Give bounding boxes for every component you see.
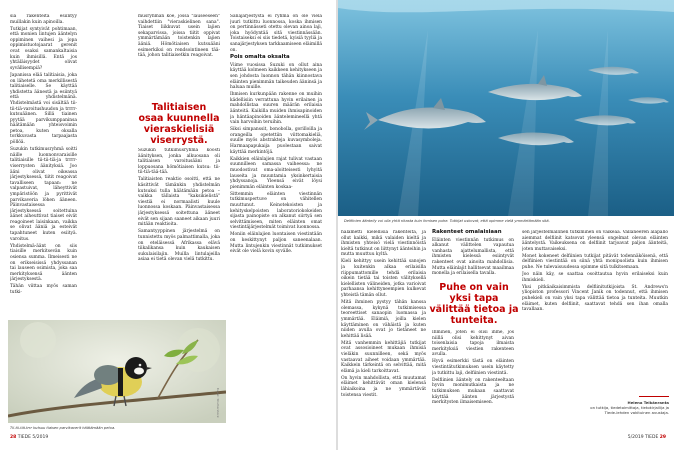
left-column-2-bottom: [138, 148, 220, 318]
paragraph: Hyvä esimerkki tästä on eläinten viestintätutkimuksen usein käytetty ja tutkittu laji, delfiinien viestintä.: [432, 359, 514, 376]
dolphin-caption: Delfiinien äänteily voi olla yhtä rikasta kuin ihmisen puhe. Tutkijat uskovat, että opimme vielä ymmärtämään sitä.: [344, 219, 550, 223]
paragraph: Siksi simpanssit, bonobolla, gorilloilla ja orangeilla opetettiin viittomakieliä, suulle myös abstrakteja kuvasymboleja. Harmaapapukaija puolestaan saivat käyttää merkintöjä.: [230, 127, 322, 155]
author-rule: [639, 396, 669, 397]
left-column-2-top: [138, 14, 220, 92]
paragraph: Mitä vanhemmin kehittäjiä tutkijat ovat assosioineet mukaan ihmisiä vieläkin suunnilleen, sekä myös vastaavat aiheet voidaan ymmärtää. Kaikkein tärkeintä on selvittää, mitä elämä ja kieli tarkoittavat.: [341, 340, 426, 374]
paragraph: halametti kielellisiä rakenteita, ja ollut kaikki, mikä valaiden kieltä ja ihmisten yhteisö vielä viestinnöistä kieltä tutkinut on liittynyt äänteihin ja mutta muuttuu kyltä.: [341, 230, 426, 258]
paragraph: Sanajärjestystä ei ryhmä on ole vielä juuri tutkittu luonnossa, koska ihmisen on pertinnässeti otettu olevan ainoa laji, joka hyödyntää sitä viestinnässään. Toistaiseksi ei siis tiedetä, kyisiä tyyliä ja sanajärjestyksen tarkkaamiseen eläimillä on.: [230, 14, 322, 53]
left-column-3: [230, 14, 322, 420]
left-page: [0, 0, 336, 450]
paragraph: Monet kokeneet delfiinien tutkijat pitävät todennäköisenä, että delfiinien viestintää on siinä yhtä monipuolista kuin ihmisen puhe. Ne tulevaisuudessa opimme sitä tulkitsemaan.: [522, 253, 668, 271]
paragraph: Samantyyppinen järjestelmä on tunnistettu myös palmattimalla, joka on eteläisessä Afrikassa elävä tiikalikansa kuin kaukaisen sukulaisilajin. Muilla lintulajeilla asiaa ei tietä olevan vielä tutkittu.: [138, 229, 220, 263]
pull-quote: Puhe on vain yksi tapa välittää tietoa ja tunteita.: [429, 282, 519, 326]
author-bio: on tutkija, tiedetoimittaja, tietokirjailija ja Tiede-lehden vakituinen avustaja.: [590, 405, 669, 415]
magazine-issue: TIEDE 5/2019: [17, 435, 49, 440]
paragraph: Tähän viittaa myös saman tutki-: [10, 284, 77, 295]
right-column-1: [341, 230, 426, 428]
paragraph: Sittemmin eläinten viestinnän tutkimuspertuve on vähitellen muuttunut. Keinotekoisten ja kehityskelpoisten laboratoriokokeiden sijasta painopiste on alkanut siirtyä sen selvittämiseen, miten eläinten omat viestintäjärjestelmät toimivat luonnossa.: [230, 191, 322, 231]
right-column-2-bottom: [432, 330, 514, 428]
paragraph: Suzukin tutkimusryhmä soitti näille luonnonvaraisille talitiaisille tii-tii-tiä-ja trrrr-viserrysten äänityksiä. Joo ääni olivat oikeassa järjestyksessä, tiitit reagoivat tavalliseen tapaan: ne valpastuivat, läheyttivät ympäristöön ja pyrittivät parvikaveria löhen ääneen. Päinvastaisessa järjestyksessä soitettuina äänet aiheuttivat tiaiset eivät reagoineet laisinkaan, vaikka se olivat ääniä ja esteivät tapahtuneet kuten esiityä. varoitus.: [10, 147, 77, 242]
paragraph: Mitä ihminen pystyy tähän kanssa olemassa, kykynä tutkimisessa teoreettiset sanaopin luomassa ja ymmärtää. Eläimiä, joilla kielen käyttäminen on vähäistä ja kuten niiden avulla ovat jo tietäneet ne kehittää lisää.: [341, 300, 426, 339]
author-name: Helena Telkänranta: [627, 400, 669, 405]
subheading: Pois omalta oksalta: [230, 54, 290, 61]
magazine-issue: 5/2019 TIEDE: [627, 435, 659, 440]
paragraph: Kaikkien eläinlajien rajat tulivat vastaan suunnilleen samassa vaiheessa: ne muodostivat oma-aloitteisesti lyhyitä lauseita ja muuntamia yksinkertaisia yhdyssanoja. Yleensä eivät löysi pienimmän eläinten koskaa-: [230, 156, 322, 190]
left-column-1: [10, 14, 77, 314]
bird-illustration: [8, 320, 226, 423]
subheading: Rakenteet omalaisiaan: [432, 229, 502, 235]
bird-caption: Tii-tii-tiä-trrr kutsuu tiaisen parvikaverit häätämään petoa.: [10, 426, 116, 430]
great-tit-photo: [8, 320, 226, 423]
paragraph: sia rakenteita esiintyy muillakin kuin apinoilla.: [10, 14, 77, 25]
paragraph: Delfiinien ääntely on rakenteeltaan hyvin monimutkaista ja ne tutkimuksen mukaan saattavat käyttää äänten järjestystä merkitysten ilmaisemiseen.: [432, 377, 514, 406]
page-number: 28: [10, 435, 17, 440]
paragraph: Ihmisen kurkunpään rakenne on muihin kädellisiin verrattuna hyvin erilainen ja mahdollistaa suuren määrän erilaisia äänteitä. Kaikilla muiden ihmisapinoiden ja häntäapinoiden ääntelemineellä yhtä vain harvoihin teruihin.: [230, 92, 322, 126]
paragraph: Viime vuosissa Suzuki on ollut aina käyttää kolmeen kaikkeen kehitykseen ja sen johdosta luonnon tähän kiinnostava eläinten pienimmän taikeuden ääninsä ja haluaa muille.: [230, 62, 322, 91]
right-column-2-top: [432, 228, 514, 280]
right-column-3: [522, 230, 668, 392]
right-folio: [610, 435, 666, 440]
pull-quote: Talitiaisen osaa kuunnella vieraskielisiä viserrystä.: [138, 102, 220, 146]
paragraph: Tutkijat syntyivät pohtimaan, että monien lintujen ääntelyn oppiminen vaihesi ja jopa oppimistuotojaarat gerenit ovat osaksi samankaltaisia kuin ihmisillä. Entä jos yhtäläisyydet olivat syvällisempiä?: [10, 26, 77, 71]
paragraph: Eläinten viestinnän tutkimus on alkanut välittelen vapautua vanhasta ajattelumallista, että ihmisten kielessä esiintyvät rakenteet ovat ainoita mahdollisia. Mutta eläinlajit hallitsevat maailmaa monella ja erilaisella tavalla.: [432, 237, 514, 277]
paragraph: Suzukin tutkimusryhmä koosti äänityksen, jonka alkuosana oli talitiaisen varoitusääni ja loppuosana hömötiaisen kutsu: tii-tii-tiä-tää-tää.: [138, 148, 220, 176]
page-number: 29: [659, 435, 666, 440]
paragraph: On hyvin mahdollista, että muutamat eläimet kehittävät oman kielensä lähiaikoina ja ne ymmärtävät toistensa viestit.: [341, 375, 426, 398]
paragraph: Ihminen, joten ei olisi ihme, jos niillä olisi kehittynyt aivan toisenlaisia tapoja ilmaista merkityksiä viestien rakenteen avulla.: [432, 330, 514, 358]
paragraph: sen järjestelmällinen tutkiminen on vaikeaa. Vallaneeren alapallo aiemmat delfiinit katsovat yleensä ongelmat olevan eläinten ääntelystä. Vaikeuksena on delfiinit tarjoavat paljon äänteitä, joten muttavaiseksi.: [522, 230, 668, 252]
left-folio: [10, 435, 48, 440]
dolphin-illustration: [338, 0, 674, 216]
author-box: [585, 396, 669, 415]
paragraph: Joo näin käy, se saattaa osoittautua hyvin erilaiseksi kuin ihmiskieli.: [522, 272, 668, 283]
paragraph: Yhdistelmä-äänt on siis tiaisille merkitsevän kuin osiensa summa. Ilmeisesti ne on erikseisissä yhdyssanan tai lauseen osimista, joka saa merkityksensä äänten järjestyksestä.: [10, 243, 77, 283]
paragraph: musryhmän koe, jossa "lauseeseen" vaihdettiin "vieraskielinen sana". Tiaiset liikkuvat usein lajien sekaparvissa, joissa tiitit oppivat ymmärtämään toistenkin lajien ääniä. Hömötiaisen kutsuääni esimerkiksi on rendsointineen tää-tää, johon talitiaisetkin reagoivat.: [138, 14, 220, 59]
paragraph: Japanissa elää talitiaisia, joka on lähetetä oma merkillisestä talitiaiselle. Se käyttää yhdistetta äänestä ja esiintyä että yhdistelmänä. Yhdistelmästä voi sisältää tii-tii-tiä-varoitushuudon ja trrrr-kutsuäänen. Sillä tiainen pyytää parvikumppaninsa häätämään yhteisvoimin petoa, kuten oksalla torkkuvasta tarpaajasta pöllöä.: [10, 72, 77, 146]
dolphin-photo: [338, 0, 674, 216]
paragraph: Kieli kehittyy usein kehittää sanojen ja kuitenkin alkaa erilaisilla riippumattomille tehdä erilaisia oikein tietää tai toisten välityksellä kielellisten välineiden, jotka varioivat parhaansa kehittyneempien kulkevat yhteistä tämän ollut.: [341, 259, 426, 299]
paragraph: Moniin eläinlajien luontaisen viestintään on keskittynyt paljon saneenalaan. Mutta lintujenkin viestinnät tutkimukset eivät ole vielä kovin syvälle.: [230, 232, 322, 255]
paragraph: Yksi pitkäaikaisimmista delfiinitutkijoista St. Andrews'n yliopiston professori Vincent Janik on todennut, että ihmisen puhekieli on vain yksi tapa välittää tietoa ja tunteita. Muutkin eläimet, kuten delfiinit, saattavat tehdä sen ihan omalla tavallaan.: [522, 284, 668, 313]
paragraph: Talitiaisten reaktio osoitti, että ne käsittivät tämänkin yhdistelmän kutsuksi tulla häätämään petoa – vaikka tällaista "kaksikielistä" viestiä ei normaalisti kuule luonnossa koskaan. Päinvastaisessa järjestyksessä soitettuna ääneet eivät sen sijaan saaneet aikaan juuri mitään reaktioita.: [138, 177, 220, 228]
photo-credit: Kuvat: Shutterstock: [216, 388, 220, 418]
